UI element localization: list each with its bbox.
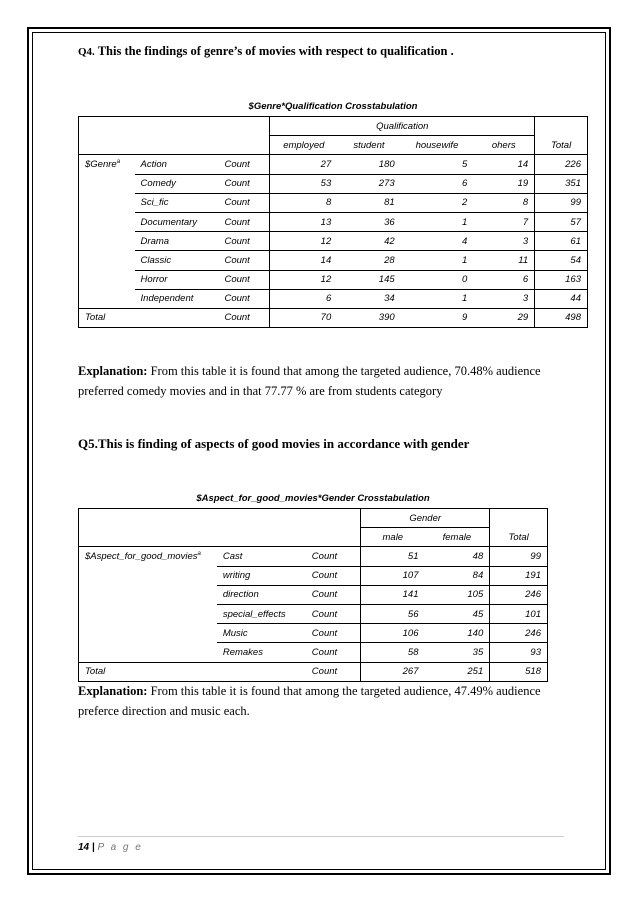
- table-total-row: [79, 308, 588, 327]
- row-stat: Count: [306, 547, 361, 566]
- explanation-2-text: From this table it is found that among the targeted audience, 47.49% audience preferce direction and music each.: [78, 684, 541, 718]
- row-stat: Count: [218, 174, 269, 193]
- cell: 7: [473, 212, 534, 231]
- cell: 14: [270, 251, 337, 270]
- cell: 14: [473, 155, 534, 174]
- table-row: [79, 193, 588, 212]
- cell: 6: [270, 289, 337, 308]
- row-stat: Count: [306, 585, 361, 604]
- cell: 34: [337, 289, 400, 308]
- cell: 29: [473, 308, 534, 327]
- cell: 1: [401, 289, 474, 308]
- cell-total: 101: [490, 604, 548, 623]
- cell: 3: [473, 289, 534, 308]
- table-row: [79, 604, 548, 623]
- cell: 8: [270, 193, 337, 212]
- row-stat: Count: [306, 662, 361, 681]
- cell: 0: [401, 270, 474, 289]
- row-stat: Count: [218, 232, 269, 251]
- row-group-label: $Genre$^a$: [85, 159, 121, 171]
- row-stat: Count: [218, 212, 269, 231]
- cell-total: 191: [490, 566, 548, 585]
- table-row: [79, 270, 588, 289]
- table-1-corner-bottom: [79, 136, 270, 155]
- cell: 51: [361, 547, 425, 566]
- cell: 45: [424, 604, 489, 623]
- cell: 42: [337, 232, 400, 251]
- row-label: Independent: [135, 289, 219, 308]
- column-header: housewife: [401, 136, 474, 155]
- aspect-gender-table: [78, 508, 548, 682]
- cell: 36: [337, 212, 400, 231]
- cell: 27: [270, 155, 337, 174]
- explanation-1: [78, 361, 578, 401]
- cell: 9: [401, 308, 474, 327]
- row-label: Cast: [217, 547, 306, 566]
- cell: 107: [361, 566, 425, 585]
- cell: 28: [337, 251, 400, 270]
- cell: 12: [270, 270, 337, 289]
- row-label: Comedy: [135, 174, 219, 193]
- row-stat: Count: [218, 308, 269, 327]
- table-row: [79, 232, 588, 251]
- row-label: Documentary: [135, 212, 219, 231]
- row-label: Action: [135, 155, 219, 174]
- total-label: Total: [79, 308, 219, 327]
- cell: 81: [337, 193, 400, 212]
- cell: 180: [337, 155, 400, 174]
- explanation-2: [78, 681, 578, 721]
- cell: 105: [424, 585, 489, 604]
- cell: 5: [401, 155, 474, 174]
- table-row: [79, 643, 548, 662]
- row-stat: Count: [306, 604, 361, 623]
- row-label: writing: [217, 566, 306, 585]
- cell: 48: [424, 547, 489, 566]
- explanation-1-text: From this table it is found that among the targeted audience, 70.48% audience preferred comedy movies and in that 77.77 % are from students category: [78, 364, 541, 398]
- table-2-title: $Aspect_for_good_movies*Gender Crosstabulation: [196, 493, 430, 504]
- cell-total: 518: [490, 662, 548, 681]
- cell-total: 99: [535, 193, 588, 212]
- explanation-2-label: Explanation:: [78, 684, 148, 698]
- question-4-text: This the findings of genre’s of movies with respect to qualification .: [97, 44, 454, 58]
- page-number: 14: [78, 842, 90, 853]
- cell-total: 93: [490, 643, 548, 662]
- table-1-total-spacer: [535, 117, 588, 136]
- row-label: Sci_fic: [135, 193, 219, 212]
- table-1-title: $Genre*Qualification Crosstabulation: [248, 101, 418, 112]
- cell: 3: [473, 232, 534, 251]
- question-5-heading: Q5.This is finding of aspects of good movies in accordance with gender: [78, 436, 470, 451]
- cell: 1: [401, 212, 474, 231]
- table-2-total-spacer: [490, 509, 548, 528]
- column-header: male: [361, 528, 425, 547]
- cell: 53: [270, 174, 337, 193]
- footer-divider: [78, 836, 564, 837]
- cell: 267: [361, 662, 425, 681]
- row-stat: Count: [218, 251, 269, 270]
- cell: 12: [270, 232, 337, 251]
- table-row: [79, 585, 548, 604]
- table-row: [79, 289, 588, 308]
- cell: 70: [270, 308, 337, 327]
- row-label: Horror: [135, 270, 219, 289]
- cell: 251: [424, 662, 489, 681]
- cell-total: 61: [535, 232, 588, 251]
- cell: 106: [361, 624, 425, 643]
- table-row: [79, 155, 588, 174]
- cell: 145: [337, 270, 400, 289]
- row-stat: Count: [218, 270, 269, 289]
- table-row: [79, 624, 548, 643]
- cell-total: 57: [535, 212, 588, 231]
- column-header: student: [337, 136, 400, 155]
- table-row: [79, 566, 548, 585]
- cell: 1: [401, 251, 474, 270]
- cell-total: 226: [535, 155, 588, 174]
- question-4-heading: [78, 44, 454, 59]
- table-1-corner: [79, 117, 270, 136]
- row-stat: Count: [306, 624, 361, 643]
- cell: 140: [424, 624, 489, 643]
- row-stat: Count: [306, 566, 361, 585]
- cell: 273: [337, 174, 400, 193]
- table-2-corner: [79, 509, 361, 528]
- cell: 58: [361, 643, 425, 662]
- genre-qualification-table: [78, 116, 588, 328]
- cell-total: 54: [535, 251, 588, 270]
- column-header: employed: [270, 136, 337, 155]
- table-row: [79, 251, 588, 270]
- cell-total: 246: [490, 624, 548, 643]
- cell: 4: [401, 232, 474, 251]
- cell: 19: [473, 174, 534, 193]
- cell: 6: [473, 270, 534, 289]
- cell: 8: [473, 193, 534, 212]
- column-header-total: Total: [490, 528, 548, 547]
- cell: 2: [401, 193, 474, 212]
- page-footer: [78, 842, 143, 853]
- table-row: [79, 547, 548, 566]
- cell-total: 246: [490, 585, 548, 604]
- cell: 390: [337, 308, 400, 327]
- cell: 56: [361, 604, 425, 623]
- cell-total: 99: [490, 547, 548, 566]
- footer-separator: |: [91, 842, 95, 853]
- row-group-label: $Aspect_for_good_movies$^a$: [85, 551, 201, 563]
- cell: 11: [473, 251, 534, 270]
- column-header-total: Total: [535, 136, 588, 155]
- row-label: Drama: [135, 232, 219, 251]
- column-header: ohers: [473, 136, 534, 155]
- question-4-number: Q4.: [78, 46, 95, 58]
- row-label: Remakes: [217, 643, 306, 662]
- table-2-corner-bottom: [79, 528, 361, 547]
- cell: 84: [424, 566, 489, 585]
- cell: 35: [424, 643, 489, 662]
- cell-total: 351: [535, 174, 588, 193]
- page-label: P a g e: [97, 842, 143, 853]
- row-stat: Count: [218, 155, 269, 174]
- table-total-row: [79, 662, 548, 681]
- column-header: female: [424, 528, 489, 547]
- table-1-group-header: Qualification: [270, 117, 535, 136]
- row-label: direction: [217, 585, 306, 604]
- cell: 6: [401, 174, 474, 193]
- row-label: Classic: [135, 251, 219, 270]
- row-stat: Count: [306, 643, 361, 662]
- total-label: Total: [79, 662, 306, 681]
- cell: 141: [361, 585, 425, 604]
- cell-total: 44: [535, 289, 588, 308]
- row-stat: Count: [218, 193, 269, 212]
- row-label: special_effects: [217, 604, 306, 623]
- cell-total: 163: [535, 270, 588, 289]
- row-stat: Count: [218, 289, 269, 308]
- explanation-1-label: Explanation:: [78, 364, 148, 378]
- cell-total: 498: [535, 308, 588, 327]
- table-2-group-header: Gender: [361, 509, 490, 528]
- cell: 13: [270, 212, 337, 231]
- row-label: Music: [217, 624, 306, 643]
- table-row: [79, 174, 588, 193]
- table-row: [79, 212, 588, 231]
